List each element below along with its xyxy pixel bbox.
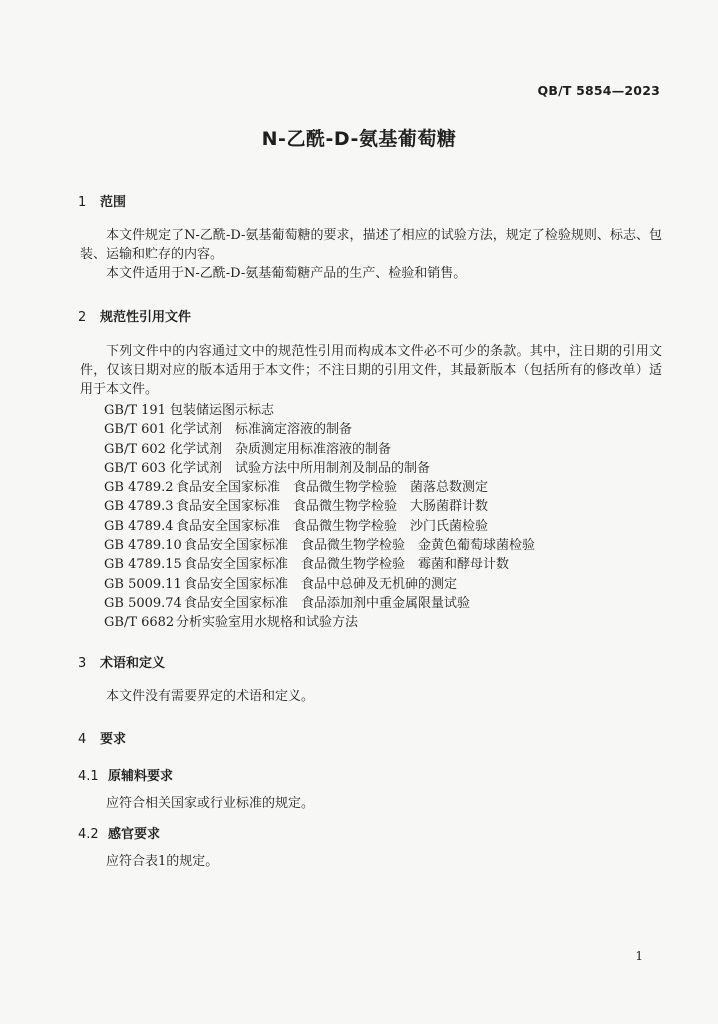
reference-item	[104, 594, 535, 613]
reference-item	[104, 517, 535, 536]
reference-code: GB 4789.4	[104, 518, 174, 534]
reference-item	[104, 497, 535, 516]
scope-paragraph-1: 本文件规定了N-乙酰-D-氨基葡萄糖的要求，描述了相应的试验方法，规定了检验规则、标志、包装、运输和贮存的内容。	[80, 228, 662, 262]
subsection-number: 4.1	[78, 769, 99, 784]
section-title: 术语和定义	[100, 656, 166, 671]
section-title: 要求	[100, 732, 127, 747]
page-number: 1	[635, 949, 643, 963]
standard-code: QB/T 5854—2023	[537, 83, 660, 98]
reference-code: GB/T 191	[104, 403, 166, 418]
reference-title: 化学试剂 试验方法中所用制剂及制品的制备	[170, 460, 431, 476]
reference-code: GB 4789.3	[104, 499, 174, 515]
scope-paragraph-2: 本文件适用于N-乙酰-D-氨基葡萄糖产品的生产、检验和销售。	[106, 266, 467, 281]
reference-item	[104, 440, 535, 459]
subsection-title: 原辅料要求	[108, 769, 174, 784]
subsection-title: 感官要求	[108, 827, 161, 842]
subsection-number: 4.2	[78, 827, 99, 842]
reference-title: 食品安全国家标准 食品微生物学检验 霉菌和酵母计数	[184, 557, 510, 573]
reference-title: 食品安全国家标准 食品添加剂中重金属限量试验	[184, 595, 471, 611]
section-number: 3	[78, 656, 87, 671]
section-3-heading	[78, 652, 165, 671]
reference-item	[104, 478, 535, 497]
reference-code: GB 4789.10	[104, 538, 182, 554]
reference-title: 食品安全国家标准 食品微生物学检验 大肠菌群计数	[176, 499, 489, 515]
section-2-heading	[78, 306, 191, 325]
reference-title: 分析实验室用水规格和试验方法	[176, 615, 359, 631]
reference-item	[104, 575, 535, 594]
reference-code: GB/T 603	[104, 460, 166, 476]
section-title: 范围	[100, 195, 127, 210]
reference-list	[104, 401, 535, 633]
reference-title: 包装储运图示标志	[170, 403, 275, 418]
section-title: 规范性引用文件	[100, 310, 192, 325]
reference-item	[104, 459, 535, 478]
reference-code: GB/T 601	[104, 422, 166, 438]
reference-item	[104, 536, 535, 555]
normative-refs-intro: 下列文件中的内容通过文中的规范性引用而构成本文件必不可少的条款。其中，注日期的引用文件，仅该日期对应的版本适用于本文件；不注日期的引用文件，其最新版本（包括所有的修改单）适用于本文件。	[80, 344, 662, 397]
section-number: 1	[78, 195, 87, 210]
section-number: 4	[78, 732, 87, 747]
reference-title: 食品安全国家标准 食品中总砷及无机砷的测定	[184, 576, 458, 592]
reference-code: GB 4789.2	[104, 480, 174, 496]
reference-code: GB/T 602	[104, 441, 166, 457]
document-title: N-乙酰-D-氨基葡萄糖	[261, 128, 457, 150]
subsection-4-1-heading	[78, 765, 173, 784]
reference-title: 食品安全国家标准 食品微生物学检验 金黄色葡萄球菌检验	[184, 538, 536, 554]
reference-item	[104, 401, 535, 420]
section-number: 2	[78, 310, 87, 325]
subsection-4-2-heading	[78, 823, 160, 842]
reference-title: 化学试剂 标准滴定溶液的制备	[170, 422, 353, 438]
terms-paragraph: 本文件没有需要界定的术语和定义。	[106, 689, 315, 704]
reference-code: GB 5009.74	[104, 595, 182, 611]
raw-materials-paragraph: 应符合相关国家或行业标准的规定。	[106, 796, 315, 811]
section-1-heading	[78, 191, 126, 210]
reference-title: 化学试剂 杂质测定用标准溶液的制备	[170, 441, 392, 457]
reference-title: 食品安全国家标准 食品微生物学检验 菌落总数测定	[176, 480, 489, 496]
reference-code: GB 4789.15	[104, 557, 182, 573]
reference-code: GB/T 6682	[104, 615, 175, 631]
reference-title: 食品安全国家标准 食品微生物学检验 沙门氏菌检验	[176, 518, 489, 534]
reference-item	[104, 420, 535, 439]
section-4-heading	[78, 728, 126, 747]
reference-code: GB 5009.11	[104, 576, 182, 592]
reference-item	[104, 613, 535, 632]
sensory-paragraph: 应符合表1的规定。	[106, 854, 219, 869]
reference-item	[104, 555, 535, 574]
